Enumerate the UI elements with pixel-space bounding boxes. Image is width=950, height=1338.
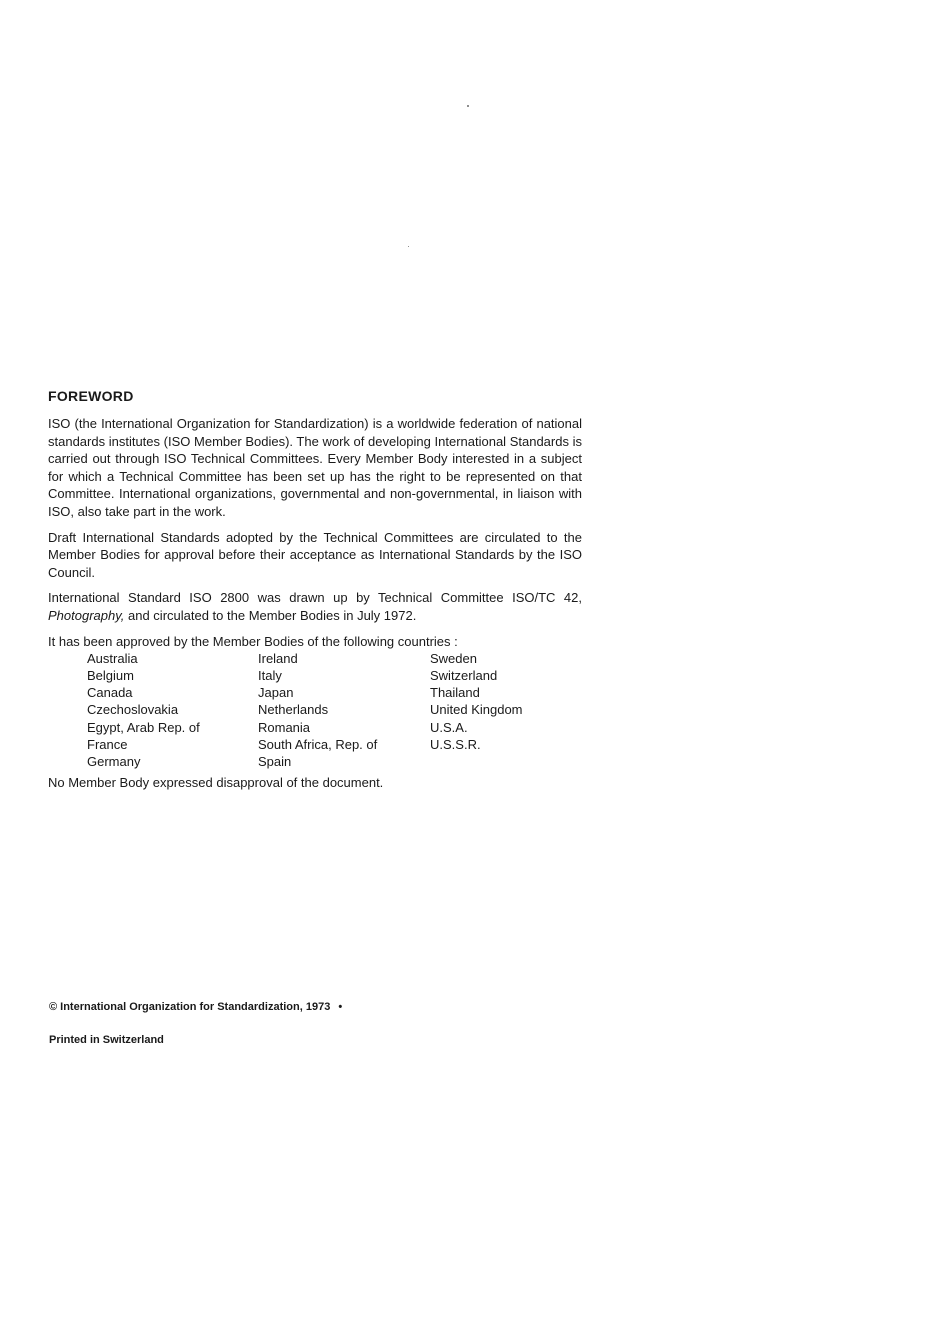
country-name: Sweden xyxy=(430,650,477,666)
country-name: France xyxy=(87,737,128,753)
country-name: Ireland xyxy=(258,650,298,666)
disapproval-statement: No Member Body expressed disapproval of the document. xyxy=(48,774,384,790)
approving-countries-list xyxy=(87,650,582,771)
country-name: Romania xyxy=(258,719,311,735)
scan-speck xyxy=(408,246,409,247)
country-name: Canada xyxy=(87,685,133,701)
country-name: Spain xyxy=(258,754,292,770)
country-name: Czechoslovakia xyxy=(87,702,179,718)
country-name: Japan xyxy=(258,685,294,701)
country-name: United Kingdom xyxy=(430,702,523,718)
country-name: South Africa, Rep. of xyxy=(258,737,378,753)
approval-intro: It has been approved by the Member Bodies of the following countries : xyxy=(48,633,458,649)
country-name: U.S.S.R. xyxy=(430,737,481,753)
country-name: U.S.A. xyxy=(430,719,468,735)
origin-text-end: and circulated to the Member Bodies in July 1972. xyxy=(128,607,417,623)
country-name: Belgium xyxy=(87,667,134,683)
foreword-paragraph-iso: ISO (the International Organization for Standardization) is a worldwide federation of national standards institutes (ISO Member Bodies). The work of developing International Standards is carried out through ISO Technical Committees. Every Member Body interested in a subject for which a Technical Committee has been set up has the right to be represented on that Committee. International organizations, governmental and non-governmental, in liaison with ISO, also take part in the work. xyxy=(48,416,582,519)
printed-in-note: Printed in Switzerland xyxy=(49,1034,164,1046)
foreword-section xyxy=(48,388,582,791)
copyright-line xyxy=(49,1001,342,1013)
origin-committee-title: Photography, xyxy=(48,607,125,623)
country-name: Switzerland xyxy=(430,667,498,683)
foreword-heading: FOREWORD xyxy=(48,388,134,404)
bullet-icon: • xyxy=(338,1001,343,1013)
country-name: Netherlands xyxy=(258,702,329,718)
foreword-paragraph-drafts: Draft International Standards adopted by the Technical Committees are circulated to the Member Bodies for approval before their acceptance as International Standards by the ISO Council. xyxy=(48,529,582,580)
country-name: Australia xyxy=(87,650,138,666)
country-name: Thailand xyxy=(430,685,480,701)
country-name: Germany xyxy=(87,754,141,770)
origin-text-start: International Standard ISO 2800 was drawn up by Technical Committee ISO/TC 42, xyxy=(48,590,582,606)
country-name: Egypt, Arab Rep. of xyxy=(87,719,200,735)
country-name xyxy=(430,753,590,770)
country-name: Italy xyxy=(258,667,282,683)
copyright-text: © International Organization for Standardization, 1973 xyxy=(49,1001,331,1013)
foreword-paragraph-origin xyxy=(48,589,582,624)
scan-speck xyxy=(467,105,469,107)
